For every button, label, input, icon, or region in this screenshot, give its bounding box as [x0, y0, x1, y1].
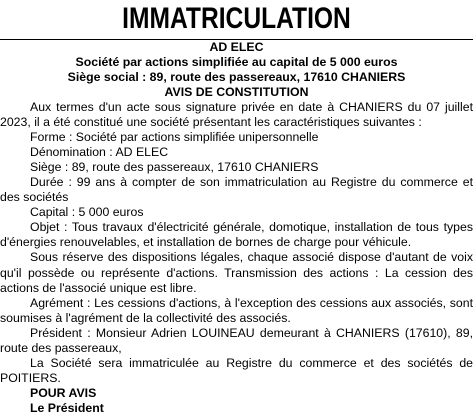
paragraph-capital: Capital : 5 000 euros: [30, 205, 144, 220]
paragraph-intro: Aux termes d'un acte sous signature privée en date à CHANIERS du 07 juillet 2023, il a été constitué une société présentant les caractéristiques suivantes :: [0, 100, 473, 130]
company-capital-line: Société par actions simplifiée au capital de 5 000 euros: [75, 55, 398, 69]
closing-pour-avis: POUR AVIS: [30, 385, 97, 400]
paragraph-forme: Forme : Société par actions simplifiée unipersonnelle: [30, 130, 319, 145]
paragraph-registration: La Société sera immatriculée au Registre du commerce et des sociétés de POITIERS.: [0, 355, 473, 385]
paragraph-duree: Durée : 99 ans à compter de son immatriculation au Registre du commerce et des sociétés: [0, 175, 473, 205]
notice-body: [0, 100, 473, 416]
section-title: AVIS DE CONSTITUTION: [164, 85, 309, 99]
paragraph-president: Président : Monsieur Adrien LOUINEAU demeurant à CHANIERS (17610), 89, route des passereaux,: [0, 325, 473, 355]
notice-heading: IMMATRICULATION: [122, 2, 351, 35]
signature-president: Le Président: [30, 400, 104, 415]
paragraph-voting: Sous réserve des dispositions légales, chaque associé dispose d'autant de voix qu'il possède ou représente d'actions. Transmission des actions : La cession des actions de l'associé unique est libre.: [0, 250, 473, 295]
paragraph-denomination: Dénomination : AD ELEC: [30, 145, 169, 160]
company-registered-office: Siège social : 89, route des passereaux, 17610 CHANIERS: [67, 70, 406, 84]
paragraph-agrement: Agrément : Les cessions d'actions, à l'exception des cessions aux associés, sont soumises à l'agrément de la collectivité des associés.: [0, 295, 473, 325]
paragraph-objet: Objet : Tous travaux d'électricité générale, domotique, installation de tous types d'énergies renouvelables, et installation de bornes de charge pour véhicule.: [0, 220, 473, 250]
paragraph-siege: Siège : 89, route des passereaux, 17610 CHANIERS: [30, 160, 319, 175]
company-name: AD ELEC: [209, 40, 264, 54]
